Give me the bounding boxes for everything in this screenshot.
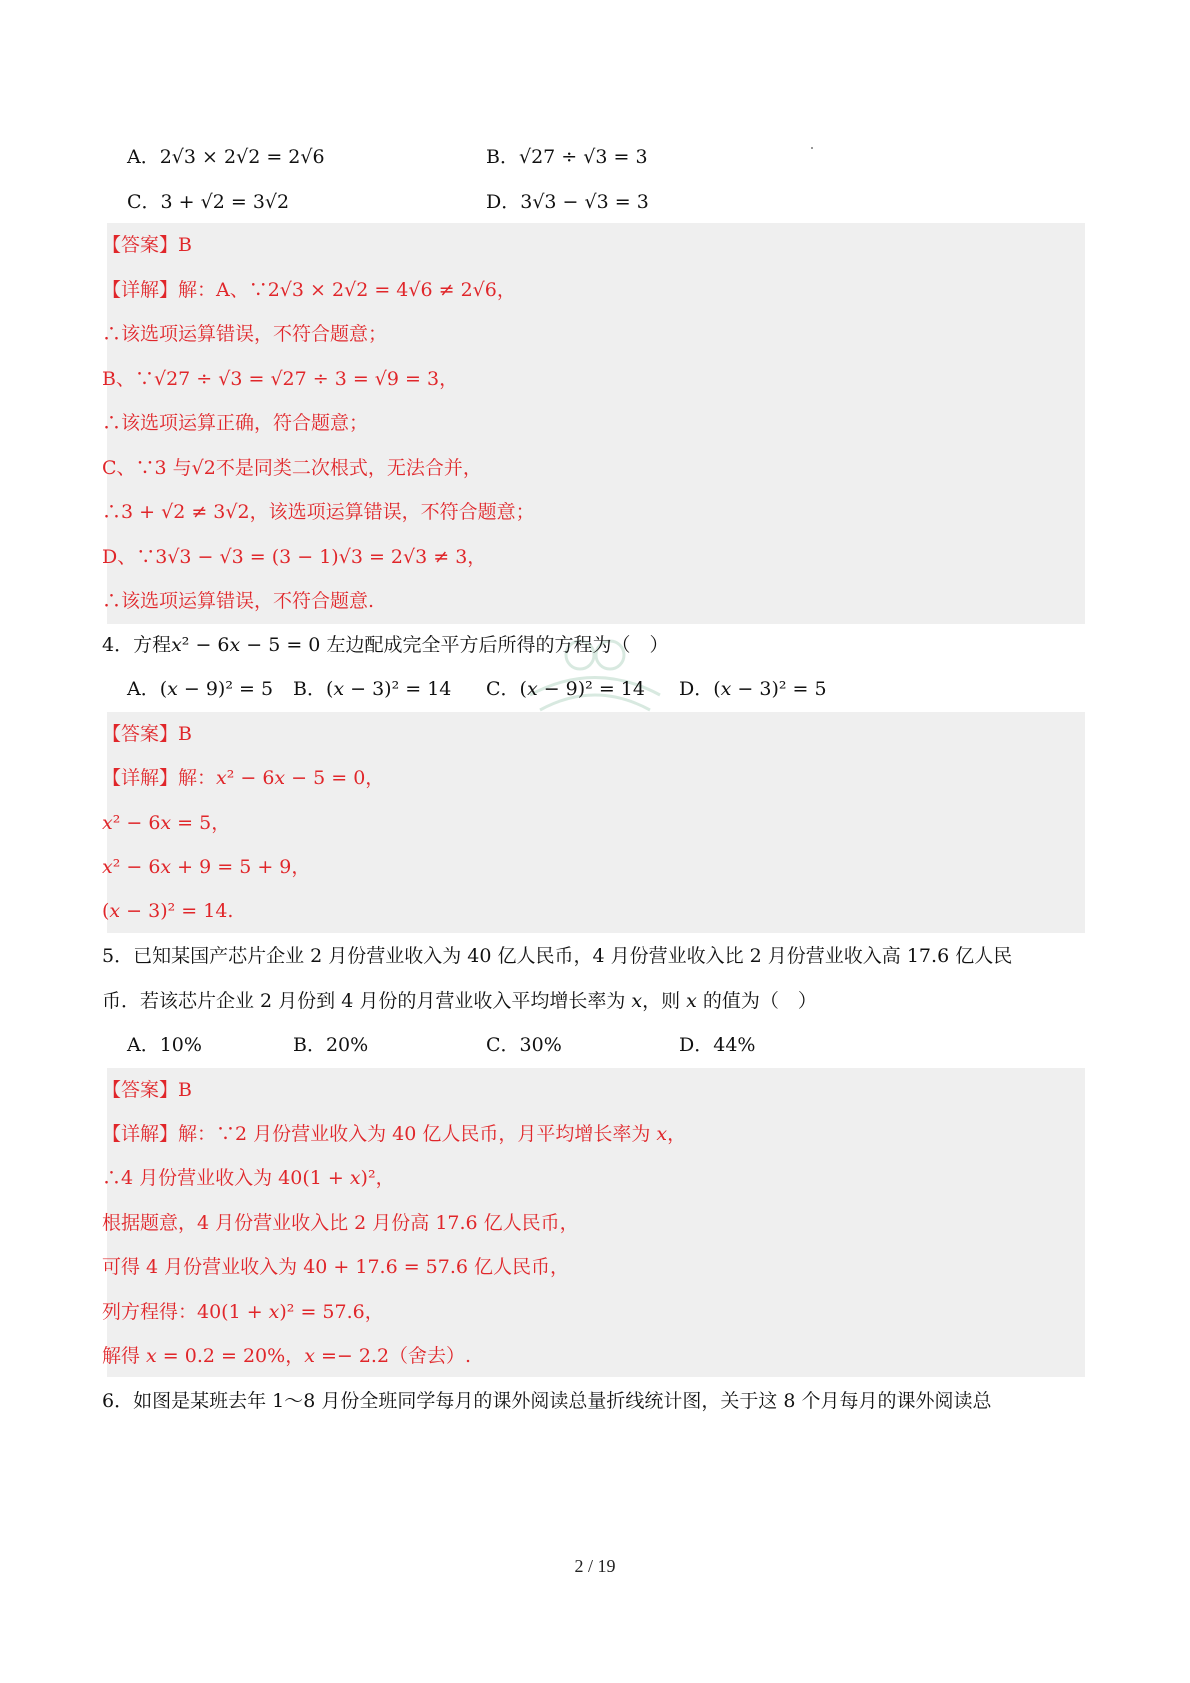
q5-option-b: B．20% [293, 1034, 369, 1056]
q3-option-c: C．3 + √2 = 3√2 [127, 191, 290, 213]
q4-option-b: B．(𝑥 − 3)² = 14 [293, 678, 452, 700]
q3-detail-line: ∴该选项运算错误，不符合题意. [102, 590, 375, 612]
q5-detail-line: 根据题意，4 月份营业收入比 2 月份高 17.6 亿人民币， [102, 1212, 579, 1234]
q3-detail-line: ∴该选项运算正确，符合题意； [102, 412, 369, 434]
q6-stem-line-1: 6．如图是某班去年 1～8 月份全班同学每月的课外阅读总量折线统计图，关于这 8 个月每月的课外阅读总 [102, 1390, 992, 1412]
q4-stem: 4．方程𝑥² − 6𝑥 − 5 = 0 左边配成完全平方后所得的方程为（ ） [102, 634, 669, 656]
q3-option-a: A．2√3 × 2√2 = 2√6 [127, 146, 325, 168]
q3-option-d: D．3√3 − √3 = 3 [486, 191, 649, 213]
q3-answer: 【答案】B [102, 234, 192, 256]
q3-detail-line: ∴该选项运算错误，不符合题意； [102, 323, 388, 345]
q5-stem-line-2: 币．若该芯片企业 2 月份到 4 月份的月营业收入平均增长率为 𝑥，则 𝑥 的值为（ ） [102, 990, 817, 1012]
q4-answer-panel [107, 712, 1085, 933]
q5-answer: 【答案】B [102, 1079, 192, 1101]
q5-detail-line: 可得 4 月份营业收入为 40 + 17.6 = 57.6 亿人民币， [102, 1256, 570, 1278]
q5-detail-line: 【详解】解：∵2 月份营业收入为 40 亿人民币，月平均增长率为 𝑥， [102, 1123, 687, 1145]
q5-detail-line: 解得 𝑥 = 0.2 = 20%，𝑥 =− 2.2（舍去）. [102, 1345, 472, 1367]
q3-option-b: B．√27 ÷ √3 = 3 [486, 146, 648, 168]
q4-detail-line: 𝑥² − 6𝑥 = 5， [102, 812, 231, 834]
q3-detail-line: ∴3 + √2 ≠ 3√2，该选项运算错误，不符合题意； [102, 501, 535, 523]
q5-stem-line-1: 5．已知某国产芯片企业 2 月份营业收入为 40 亿人民币，4 月份营业收入比 2 月份营业收入高 17.6 亿人民 [102, 945, 1013, 967]
page-number: 2 / 19 [574, 1556, 616, 1576]
q4-option-c: C．(𝑥 − 9)² = 14 [486, 678, 645, 700]
q4-option-d: D．(𝑥 − 3)² = 5 [679, 678, 827, 700]
q4-option-a: A．(𝑥 − 9)² = 5 [127, 678, 274, 700]
q4-answer: 【答案】B [102, 723, 192, 745]
q4-detail-line: 𝑥² − 6𝑥 + 9 = 5 + 9， [102, 856, 311, 878]
q3-detail-line: 【详解】解：A、∵2√3 × 2√2 = 4√6 ≠ 2√6， [102, 279, 516, 301]
q4-detail-line: 【详解】解：𝑥² − 6𝑥 − 5 = 0， [102, 767, 385, 789]
stray-dot [811, 147, 813, 149]
q5-detail-line: ∴4 月份营业收入为 40(1 + 𝑥)²， [102, 1167, 395, 1189]
q5-option-a: A．10% [127, 1034, 202, 1056]
q3-detail-line: C、∵3 与√2不是同类二次根式，无法合并， [102, 457, 482, 479]
q3-detail-line: D、∵3√3 − √3 = (3 − 1)√3 = 2√3 ≠ 3， [102, 546, 487, 568]
q5-option-c: C．30% [486, 1034, 562, 1056]
q4-detail-line: (𝑥 − 3)² = 14. [102, 900, 234, 922]
q3-detail-line: B、∵√27 ÷ √3 = √27 ÷ 3 = √9 = 3， [102, 368, 459, 390]
q5-detail-line: 列方程得：40(1 + 𝑥)² = 57.6， [102, 1301, 384, 1323]
q5-option-d: D．44% [679, 1034, 756, 1056]
